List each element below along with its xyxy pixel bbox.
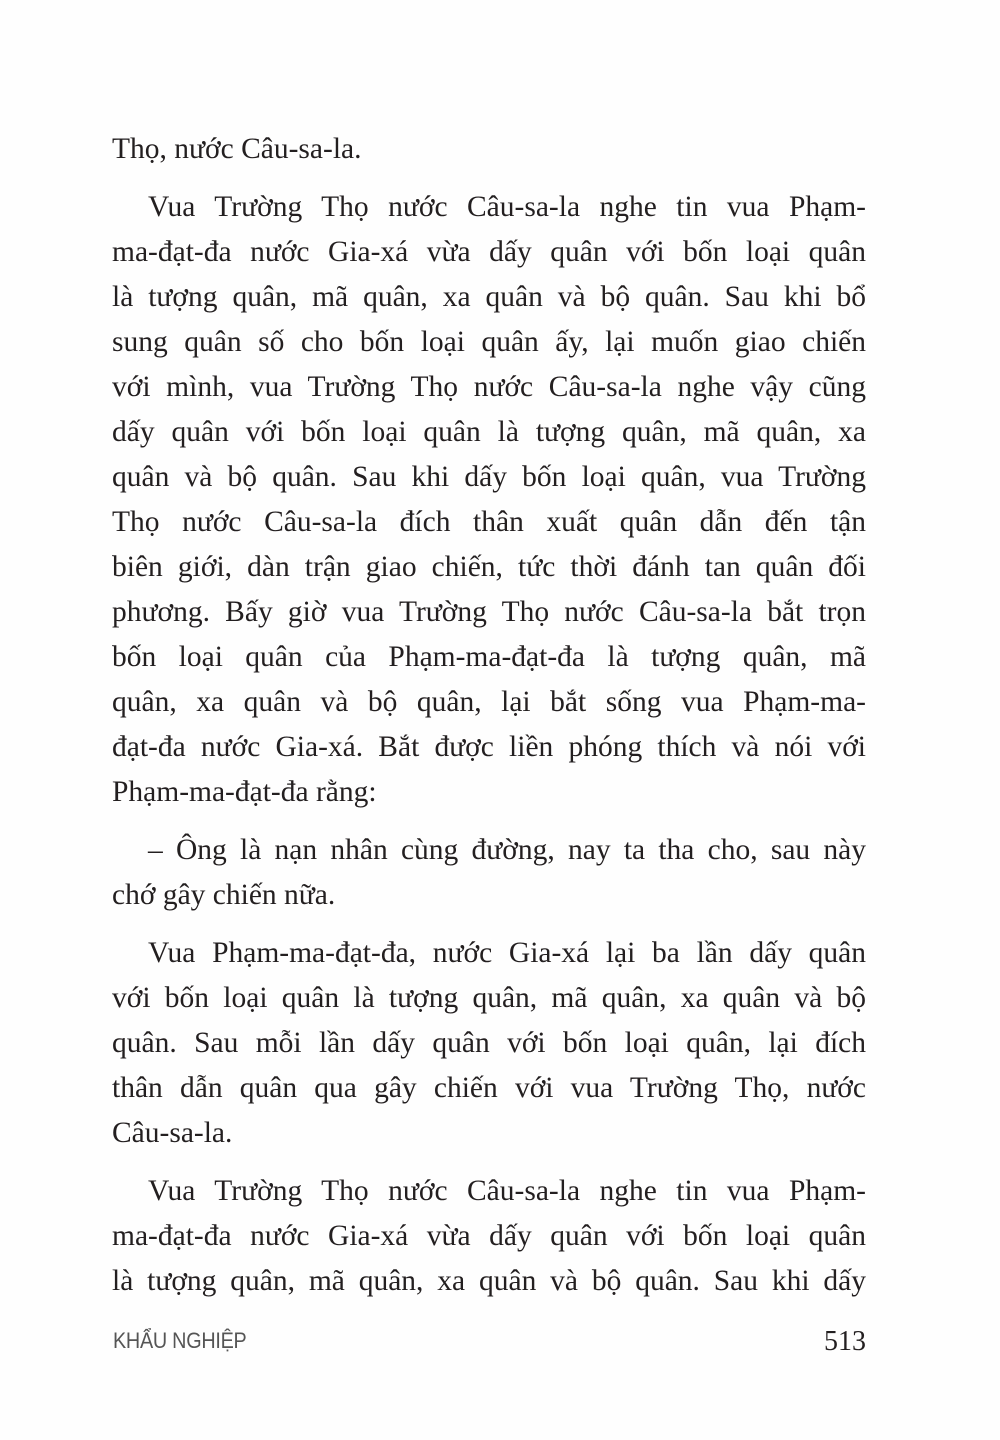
text-line: Thọ nước Câu-sa-la đích thân xuất quân dẫn đến tận bbox=[112, 506, 866, 538]
text-line: với bốn loại quân là tượng quân, mã quân, xa quân và bộ bbox=[112, 982, 866, 1014]
text-line: Câu-sa-la. bbox=[112, 1117, 233, 1149]
paragraph bbox=[112, 127, 866, 172]
text-line: Thọ, nước Câu-sa-la. bbox=[112, 133, 362, 165]
text-line: sung quân số cho bốn loại quân ấy, lại muốn giao chiến bbox=[112, 326, 866, 358]
text-line: Vua Trường Thọ nước Câu-sa-la nghe tin vua Phạm- bbox=[148, 191, 866, 223]
text-line: quân và bộ quân. Sau khi dấy bốn loại quân, vua Trường bbox=[112, 461, 866, 493]
text-line: – Ông là nạn nhân cùng đường, nay ta tha cho, sau này bbox=[148, 834, 866, 866]
text-line: dấy quân với bốn loại quân là tượng quân, mã quân, xa bbox=[112, 416, 866, 448]
text-line: Vua Phạm-ma-đạt-đa, nước Gia-xá lại ba lần dấy quân bbox=[148, 937, 866, 969]
text-line: quân, xa quân và bộ quân, lại bắt sống vua Phạm-ma- bbox=[112, 686, 866, 718]
text-line: quân. Sau mỗi lần dấy quân với bốn loại quân, lại đích bbox=[112, 1027, 866, 1059]
body-text bbox=[112, 127, 866, 1304]
running-title: KHẨU NGHIỆP bbox=[113, 1328, 247, 1353]
text-line: phương. Bấy giờ vua Trường Thọ nước Câu-sa-la bắt trọn bbox=[112, 596, 866, 628]
text-line: Vua Trường Thọ nước Câu-sa-la nghe tin vua Phạm- bbox=[148, 1175, 866, 1207]
text-line: ma-đạt-đa nước Gia-xá vừa dấy quân với bốn loại quân bbox=[112, 236, 866, 268]
text-line: là tượng quân, mã quân, xa quân và bộ quân. Sau khi dấy bbox=[112, 1265, 866, 1297]
text-line: thân dẫn quân qua gây chiến với vua Trường Thọ, nước bbox=[112, 1072, 866, 1104]
text-line: bốn loại quân của Phạm-ma-đạt-đa là tượng quân, mã bbox=[112, 641, 866, 673]
text-line: với mình, vua Trường Thọ nước Câu-sa-la nghe vậy cũng bbox=[112, 371, 866, 403]
text-line: chớ gây chiến nữa. bbox=[112, 879, 336, 911]
page-number: 513 bbox=[824, 1326, 866, 1357]
paragraph bbox=[112, 931, 866, 1156]
text-line: ma-đạt-đa nước Gia-xá vừa dấy quân với bốn loại quân bbox=[112, 1220, 866, 1252]
text-line: đạt-đa nước Gia-xá. Bắt được liền phóng thích và nói với bbox=[112, 731, 866, 763]
text-line: biên giới, dàn trận giao chiến, tức thời đánh tan quân đối bbox=[112, 551, 866, 583]
paragraph bbox=[112, 185, 866, 815]
paragraph bbox=[112, 828, 866, 918]
text-line: Phạm-ma-đạt-đa rằng: bbox=[112, 776, 377, 808]
text-line: là tượng quân, mã quân, xa quân và bộ quân. Sau khi bổ bbox=[112, 281, 866, 313]
paragraph bbox=[112, 1169, 866, 1304]
